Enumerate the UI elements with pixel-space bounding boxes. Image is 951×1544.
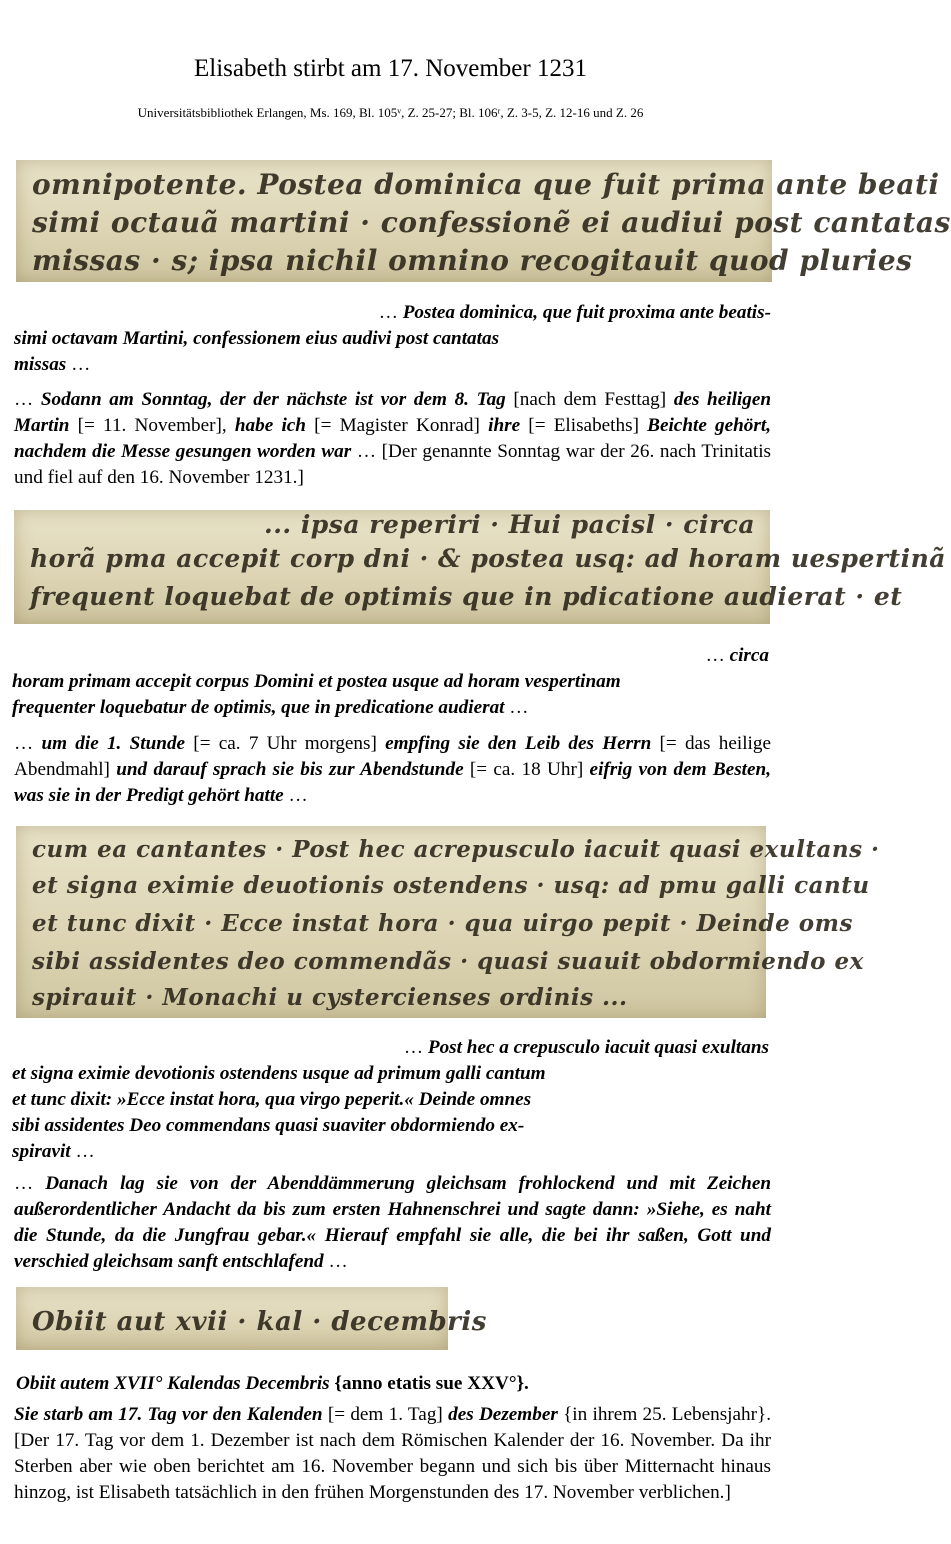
manuscript-line: Obiit aut xvii · kal · decembris [32,1307,487,1337]
manuscript-scan-3 [16,826,880,1018]
manuscript-line: missas · s; ipsa nichil omnino recogitauit quod pluries [32,244,913,277]
manuscript-line: et signa eximie deuotionis ostendens · usq: ad pmu galli cantu [32,872,870,899]
manuscript-line: simi octauã martini · confessionẽ ei audiui post cantatas [32,206,951,239]
manuscript-line: spirauit · Monachi u cystercienses ordinis ... [32,984,628,1011]
latin-text-2: … circa horam primam accepit corpus Domini et postea usque ad horam vespertinam frequenter loquebatur de optimis, que in predicatione audierat … [12,645,769,718]
manuscript-line: frequent loquebat de optimis que in pdicatione audierat · et [30,582,903,611]
manuscript-scan-2 [14,510,946,624]
latin-text-1: … Postea dominica, que fuit proxima ante beatis- simi octavam Martini, confessionem eius audivi post cantatas missas … [14,302,771,375]
manuscript-line: sibi assidentes deo commendãs · quasi suauit obdormiendo ex [32,948,864,975]
page-title: Elisabeth stirbt am 17. November 1231 [194,55,587,82]
manuscript-line: omnipotente. Postea dominica que fuit prima ante beati [32,168,940,201]
manuscript-line: et tunc dixit · Ecce instat hora · qua uirgo pepit · Deinde oms [32,910,853,937]
manuscript-line: horã pma accepit corp dni · & postea usq: ad horam uespertinã [30,544,946,573]
source-citation: Universitätsbibliothek Erlangen, Ms. 169, Bl. 105ᵛ, Z. 25-27; Bl. 106ʳ, Z. 3-5, Z. 12-16 und Z. 26 [137,105,644,120]
latin-text-3: … Post hec a crepusculo iacuit quasi exultans et signa eximie devotionis ostendens usque ad primum galli cantum et tunc dixit: »Ecce instat hora, qua virgo peperit.« Deinde omnes sibi assidentes Deo commendans quasi suaviter obdormiendo ex- spiravit … [12,1037,769,1162]
german-translation-3: … Danach lag sie von der Abenddämmerung gleichsam frohlockend und mit Zeichen außerordentlicher Andacht da bis zum ersten Hahnenschrei und sagte dann: »Siehe, es naht die Stunde, da die Jungfrau gebar.« Hierauf empfahl sie alle, die bei ihr saßen, Gott und verschied gleichsam sanft entschlafend … [14,1173,772,1272]
manuscript-scan-4 [16,1287,487,1350]
german-translation-4: Sie starb am 17. Tag vor den Kalenden [= dem 1. Tag] des Dezember {in ihrem 25. Lebensjahr}. [Der 17. Tag vor dem 1. Dezember ist nach dem Römischen Kalender der 16. November. Da ihr Sterben aber wie oben berichtet am 16. November begann und sich bis über Mitternacht hinaus hinzog, ist Elisabeth tatsächlich in den frühen Morgenstunden des 17. November verblichen.] [14,1404,772,1503]
manuscript-line: cum ea cantantes · Post hec acrepusculo iacuit quasi exultans · [32,836,880,863]
german-translation-2: … um die 1. Stunde [= ca. 7 Uhr morgens] empfing sie den Leib des Herrn [= das heilige Abendmahl] und darauf sprach sie bis zur Abendstunde [= ca. 18 Uhr] eifrig von dem Besten, was sie in der Predigt gehört hatte … [14,733,771,806]
german-translation-1: … Sodann am Sonntag, der der nächste ist vor dem 8. Tag [nach dem Festtag] des heiligen Martin [= 11. November], habe ich [= Magister Konrad] ihre [= Elisabeths] Beichte gehört, nachdem die Messe gesungen worden war … [Der genannte Sonntag war der 26. nach Trinitatis und fiel auf den 16. November 1231.] [14,389,772,488]
latin-text-4: Obiit autem XVII° Kalendas Decembris {anno etatis sue XXV°}. [16,1373,529,1394]
manuscript-scan-1 [16,160,951,282]
manuscript-line: ... ipsa reperiri · Hui pacisl · circa [264,510,756,539]
